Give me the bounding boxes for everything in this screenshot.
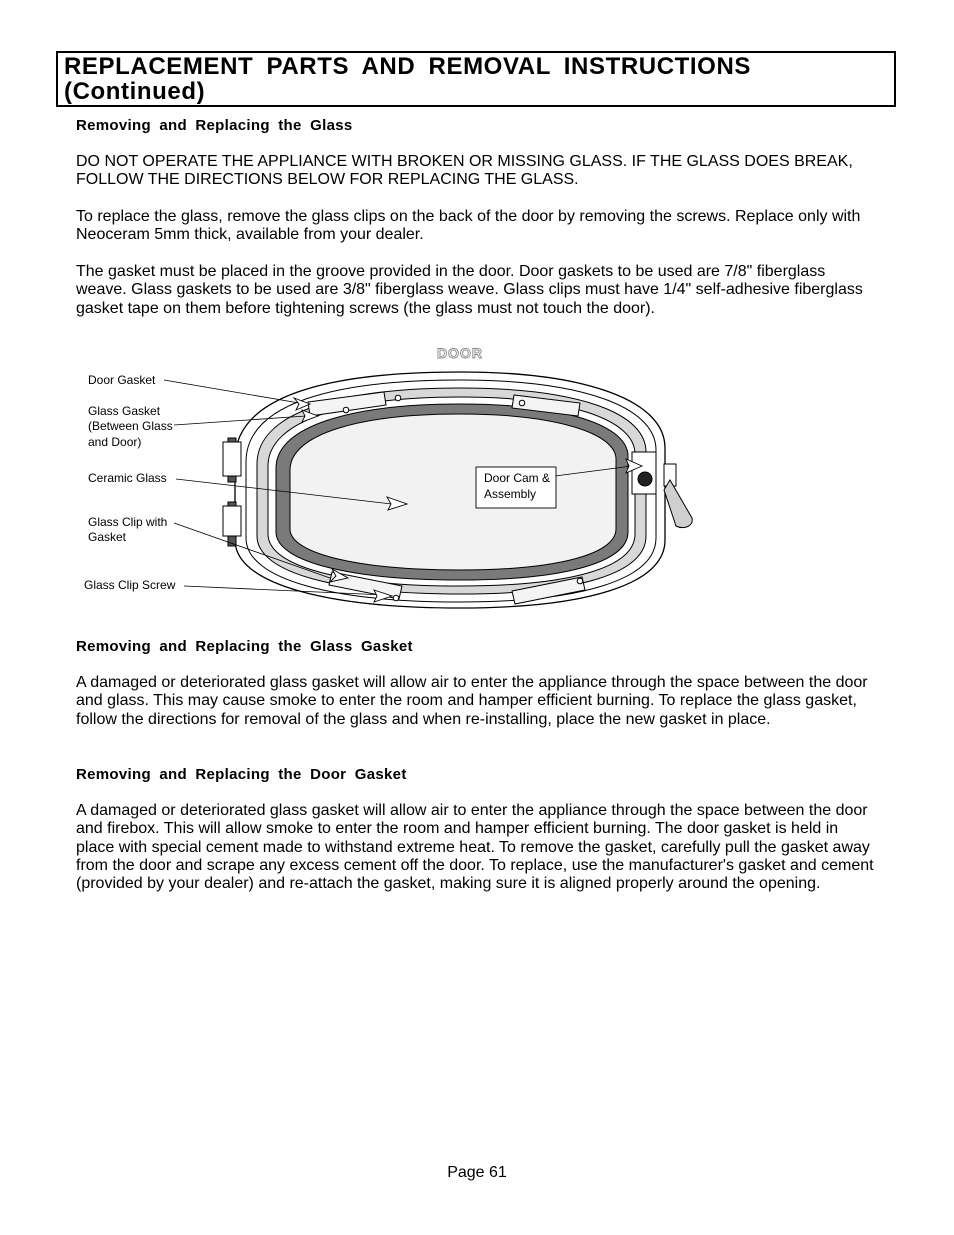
label-door-cam-2: Assembly bbox=[484, 487, 537, 501]
label-door-gasket: Door Gasket bbox=[88, 373, 156, 387]
paragraph-glass-gasket: The gasket must be placed in the groove provided in the door. Door gaskets to be used are 7/8" fiberglass weave. Glass gaskets to be used are 3/8" fiberglass weave. Glass clips must have 1/4" self-adhesive fiberglass gasket tape on them before tightening screws (the glass must not touch the door). bbox=[76, 263, 863, 317]
section-heading-glass: Removing and Replacing the Glass bbox=[76, 117, 353, 134]
section-heading-door-gasket: Removing and Replacing the Door Gasket bbox=[76, 766, 407, 783]
page-title-line1: REPLACEMENT PARTS AND REMOVAL INSTRUCTIONS bbox=[64, 53, 751, 80]
page-title bbox=[58, 53, 894, 104]
label-glass-gasket-3: and Door) bbox=[88, 435, 142, 449]
page-title-box bbox=[56, 51, 896, 107]
label-glass-gasket-1: Glass Gasket bbox=[88, 404, 161, 418]
diagram-title: DOOR bbox=[437, 345, 483, 361]
paragraph-door-gasket-replace: A damaged or deteriorated glass gasket will allow air to enter the appliance through the space between the door and firebox. This will allow smoke to enter the room and hamper efficient burning. The door gasket is held in place with special cement made to withstand extreme heat. To remove the gasket, carefully pull the gasket away from the door and scrape any excess cement off the door. To replace, use the manufacturer's gasket and cement (provided by your dealer) and re-attach the gasket, making sure it is aligned properly around the opening. bbox=[76, 802, 874, 893]
label-door-cam-1: Door Cam & bbox=[484, 471, 551, 485]
paragraph-glass-gasket-replace: A damaged or deteriorated glass gasket will allow air to enter the appliance through the space between the door and glass. This may cause smoke to enter the room and hamper efficient burning. To replace the glass gasket, follow the directions for removal of the glass and when re-installing, place the new gasket in place. bbox=[76, 674, 868, 728]
paragraph-glass-warning: DO NOT OPERATE THE APPLIANCE WITH BROKEN OR MISSING GLASS. IF THE GLASS DOES BREAK, FOLLOW THE DIRECTIONS BELOW FOR REPLACING THE GLASS. bbox=[76, 153, 853, 189]
page-title-line2: (Continued) bbox=[64, 78, 206, 105]
section-heading-glass-gasket: Removing and Replacing the Glass Gasket bbox=[76, 638, 413, 655]
label-ceramic-glass: Ceramic Glass bbox=[88, 471, 167, 485]
door-diagram bbox=[80, 340, 700, 615]
label-glass-clip-screw: Glass Clip Screw bbox=[84, 578, 176, 592]
label-glass-clip-1: Glass Clip with bbox=[88, 515, 168, 529]
paragraph-glass-replace: To replace the glass, remove the glass clips on the back of the door by removing the screws. Replace only with Neoceram 5mm thick, available from your dealer. bbox=[76, 208, 861, 244]
label-glass-gasket-2: (Between Glass bbox=[88, 419, 173, 433]
label-glass-clip-2: Gasket bbox=[88, 530, 127, 544]
page-number: Page 61 bbox=[447, 1164, 507, 1181]
